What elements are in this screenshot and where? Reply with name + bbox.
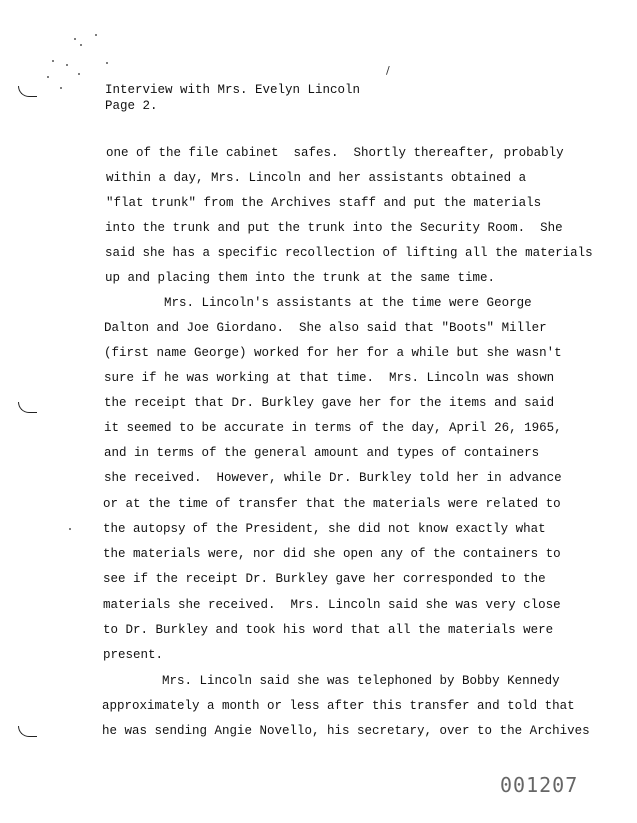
body-line: present. — [103, 648, 164, 662]
body-line: into the trunk and put the trunk into the Security Room. She — [105, 221, 563, 235]
document-control-number: 001207 — [500, 773, 579, 797]
scan-speck — [78, 73, 80, 75]
body-line: "flat trunk" from the Archives staff and put the materials — [106, 196, 542, 210]
body-line: approximately a month or less after this transfer and told that — [102, 699, 575, 713]
body-line: to Dr. Burkley and took his word that all the materials were — [103, 623, 554, 637]
body-line: he was sending Angie Novello, his secretary, over to the Archives — [102, 724, 590, 738]
body-line: she received. However, while Dr. Burkley told her in advance — [104, 471, 562, 485]
body-line: within a day, Mrs. Lincoln and her assistants obtained a — [106, 171, 527, 185]
body-line: sure if he was working at that time. Mrs. Lincoln was shown — [104, 371, 555, 385]
body-line: and in terms of the general amount and types of containers — [104, 446, 540, 460]
margin-hole-mark — [18, 726, 37, 737]
body-line: Mrs. Lincoln's assistants at the time were George — [104, 296, 532, 310]
body-line: or at the time of transfer that the materials were related to — [103, 497, 561, 511]
body-line: (first name George) worked for her for a while but she wasn't — [104, 346, 562, 360]
body-line: see if the receipt Dr. Burkley gave her corresponded to the — [103, 572, 546, 586]
body-line: it seemed to be accurate in terms of the day, April 26, 1965, — [104, 421, 562, 435]
body-line: the receipt that Dr. Burkley gave her for the items and said — [104, 396, 555, 410]
scan-speck — [74, 38, 76, 40]
body-line: Mrs. Lincoln said she was telephoned by Bobby Kennedy — [102, 674, 560, 688]
document-header — [105, 82, 360, 114]
body-line: Dalton and Joe Giordano. She also said that "Boots" Miller — [104, 321, 547, 335]
header-page-number: Page 2. — [105, 99, 158, 113]
body-line: said she has a specific recollection of lifting all the materials — [105, 246, 593, 260]
header-title: Interview with Mrs. Evelyn Lincoln — [105, 83, 361, 97]
scan-mark: / — [386, 64, 390, 77]
margin-hole-mark — [18, 86, 37, 97]
scan-speck — [66, 64, 68, 66]
body-line: the autopsy of the President, she did not know exactly what — [103, 522, 546, 536]
scan-speck — [47, 76, 49, 78]
body-line: materials she received. Mrs. Lincoln said she was very close — [103, 598, 561, 612]
scan-speck — [95, 34, 97, 36]
margin-hole-mark — [18, 402, 37, 413]
body-line: the materials were, nor did she open any of the containers to — [103, 547, 561, 561]
scan-speck — [52, 60, 54, 62]
body-line: up and placing them into the trunk at the same time. — [105, 271, 496, 285]
scan-speck — [106, 62, 108, 64]
scan-speck — [60, 87, 62, 89]
scan-speck — [80, 44, 82, 46]
scan-speck — [69, 528, 71, 530]
body-line: one of the file cabinet safes. Shortly thereafter, probably — [106, 146, 564, 160]
